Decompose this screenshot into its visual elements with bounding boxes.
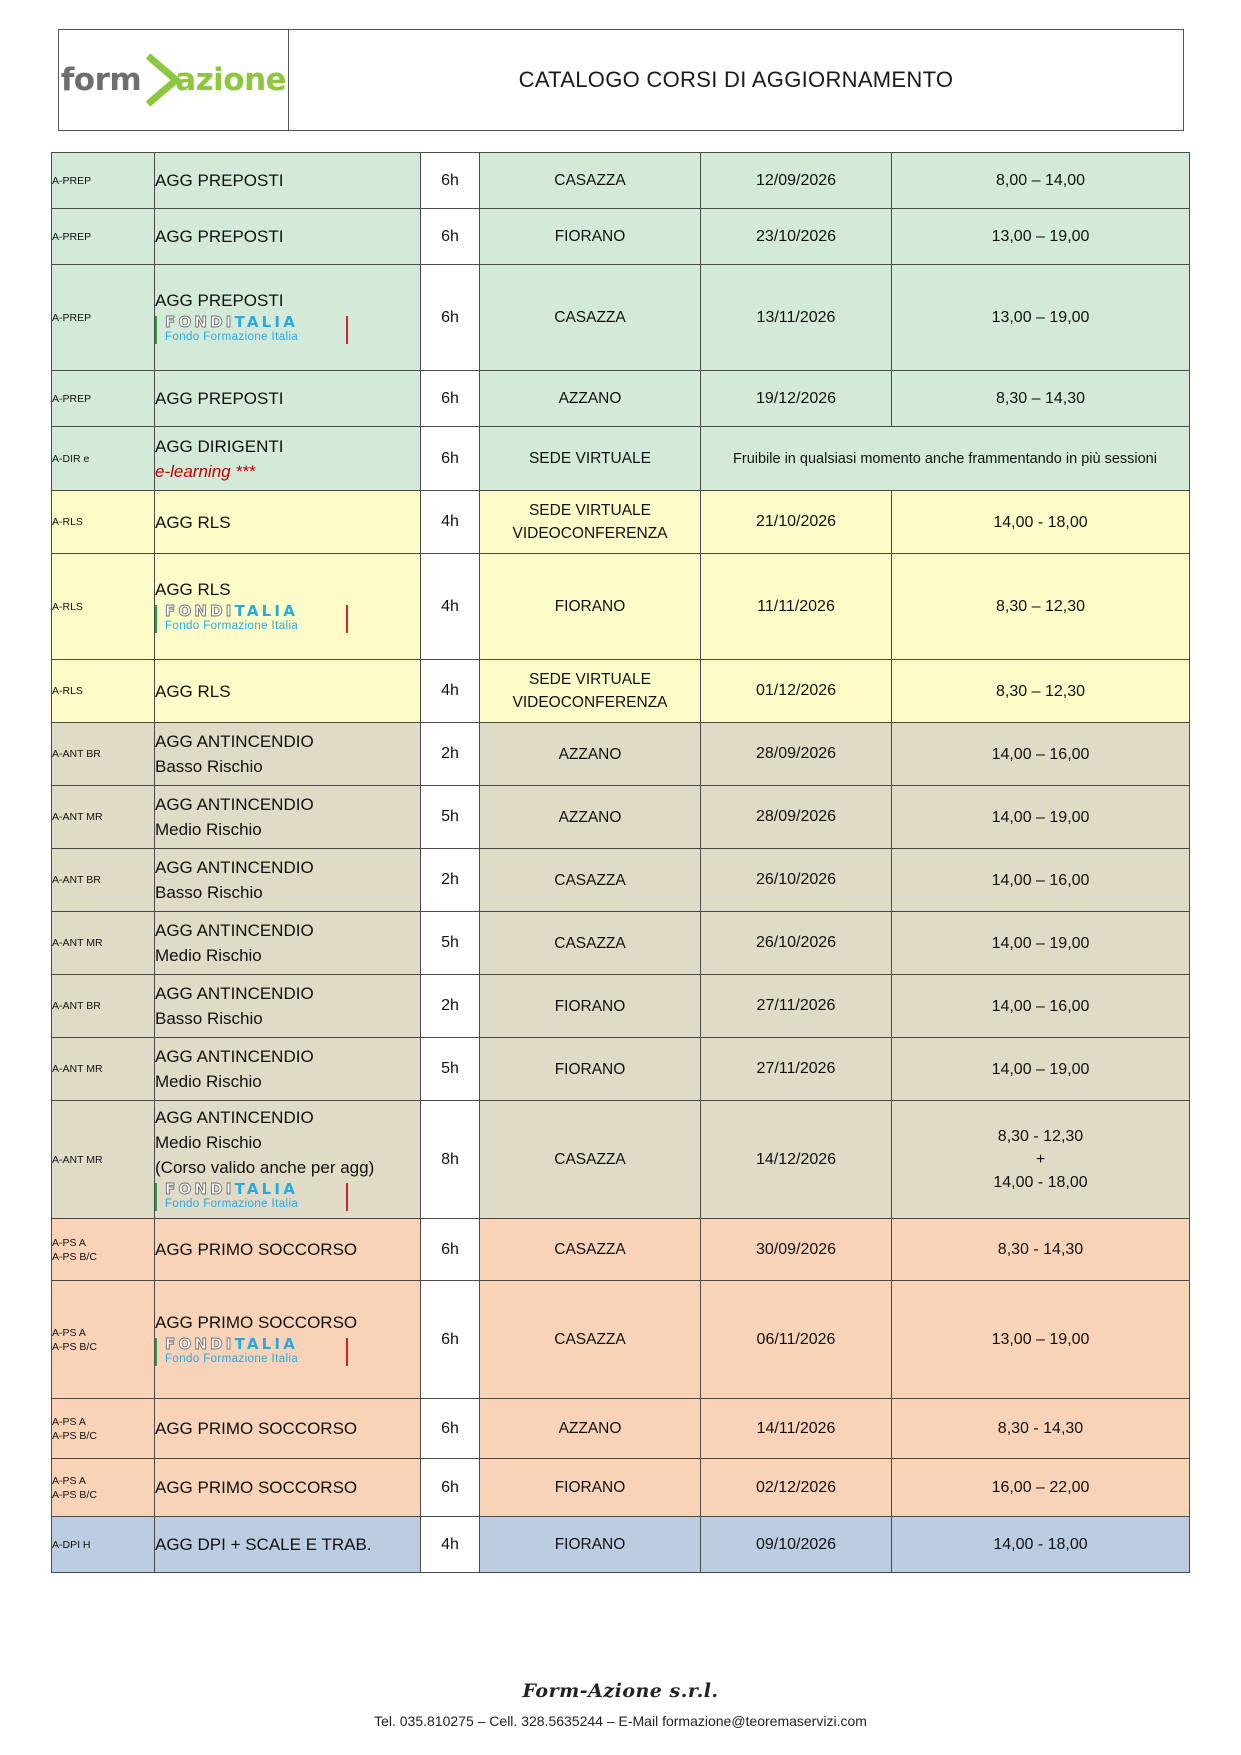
course-time: 13,00 – 19,00 [991, 228, 1090, 245]
fonditalia-wordmark [165, 603, 298, 620]
course-date: 02/12/2026 [701, 1459, 892, 1517]
course-date: 06/11/2026 [701, 1281, 892, 1399]
course-location-cell [480, 1038, 701, 1101]
course-duration: 6h [421, 371, 480, 427]
course-availability-note: Fruibile in qualsiasi momento anche frammentando in più sessioni [701, 427, 1190, 491]
course-code-cell [52, 491, 155, 554]
course-time: 14,00 - 18,00 [993, 1536, 1088, 1553]
course-row [52, 975, 1190, 1038]
fonditalia-badge [155, 1181, 348, 1213]
course-location-mode: VIDEOCONFERENZA [512, 694, 668, 711]
course-code-cell [52, 1101, 155, 1219]
course-time-cell [892, 371, 1190, 427]
fonditalia-bar-red [346, 605, 348, 633]
fonditalia-bar-red [346, 1183, 348, 1211]
course-time-separator: + [1035, 1151, 1046, 1168]
course-name-cell [155, 1399, 421, 1459]
course-code: A-PREP [52, 392, 92, 405]
course-location: AZZANO [558, 390, 622, 407]
course-duration: 5h [421, 912, 480, 975]
fonditalia-bar-green [155, 1183, 157, 1211]
course-code: A-ANT MR [52, 937, 103, 949]
course-location: CASAZZA [554, 871, 626, 889]
course-code-cell [52, 153, 155, 209]
course-code-cell [52, 209, 155, 265]
course-time-cell [892, 1459, 1190, 1517]
course-name-cell [155, 912, 421, 975]
course-row [52, 1038, 1190, 1101]
course-row [52, 1517, 1190, 1573]
fonditalia-badge [155, 603, 348, 635]
course-time: 8,30 – 14,30 [996, 390, 1085, 407]
course-location: CASAZZA [554, 934, 626, 952]
course-row [52, 1219, 1190, 1281]
course-code: A-RLS [52, 600, 83, 613]
course-time: 8,30 – 12,30 [996, 598, 1085, 615]
course-code: A-RLS [52, 685, 83, 697]
course-name: AGG ANTINCENDIO [155, 1047, 314, 1066]
course-code-cell [52, 975, 155, 1038]
course-location: FIORANO [554, 228, 626, 245]
footer-company-name: Form-Azione s.r.l. [522, 1680, 719, 1702]
course-code-secondary: A-PS B/C [52, 1429, 97, 1442]
course-risk-level: Medio Rischio [155, 1072, 262, 1091]
course-code: A-PS A [52, 1474, 86, 1487]
course-date: 19/12/2026 [701, 371, 892, 427]
course-code: A-ANT MR [52, 1153, 103, 1166]
course-code: A-DPI H [52, 1538, 91, 1551]
fonditalia-brand-b: TALIA [234, 312, 299, 331]
fonditalia-bar-green [155, 605, 157, 633]
course-row [52, 153, 1190, 209]
course-name-cell [155, 786, 421, 849]
course-location: CASAZZA [554, 1151, 626, 1168]
course-row [52, 554, 1190, 660]
course-name: AGG RLS [155, 579, 231, 599]
course-name-cell [155, 153, 421, 209]
course-code: A-PS A [52, 1326, 86, 1339]
course-time: 14,00 – 16,00 [991, 997, 1090, 1015]
formazione-logo [60, 61, 287, 98]
course-name: AGG ANTINCENDIO [155, 732, 314, 751]
course-date: 28/09/2026 [701, 723, 892, 786]
course-row [52, 786, 1190, 849]
course-code: A-ANT BR [52, 748, 101, 760]
course-name: AGG ANTINCENDIO [155, 1107, 314, 1127]
course-date: 26/10/2026 [701, 849, 892, 912]
course-location-cell [480, 975, 701, 1038]
course-row [52, 265, 1190, 371]
course-location-cell [480, 554, 701, 660]
course-time-cell [892, 975, 1190, 1038]
course-location-cell [480, 1281, 701, 1399]
course-name: AGG PRIMO SOCCORSO [155, 1419, 358, 1438]
course-name-cell [155, 660, 421, 723]
course-name: AGG PREPOSTI [155, 290, 284, 310]
course-code-cell [52, 265, 155, 371]
course-date: 14/12/2026 [701, 1101, 892, 1219]
course-time: 8,30 - 14,30 [997, 1241, 1084, 1258]
course-name: AGG PREPOSTI [155, 171, 284, 190]
course-code-secondary: A-PS B/C [52, 1340, 97, 1353]
course-time-cell [892, 849, 1190, 912]
course-name: AGG ANTINCENDIO [155, 984, 314, 1003]
course-date: 28/09/2026 [701, 786, 892, 849]
course-date: 23/10/2026 [701, 209, 892, 265]
course-date: 26/10/2026 [701, 912, 892, 975]
course-time: 16,00 – 22,00 [991, 1479, 1090, 1496]
course-duration: 8h [421, 1101, 480, 1219]
course-row [52, 849, 1190, 912]
course-time-cell [892, 660, 1190, 723]
course-time-cell [892, 1219, 1190, 1281]
course-duration: 5h [421, 1038, 480, 1101]
course-code-cell [52, 427, 155, 491]
logo-chevron-icon [144, 52, 184, 108]
course-date: 14/11/2026 [701, 1399, 892, 1459]
course-location-cell [480, 1459, 701, 1517]
course-duration: 2h [421, 975, 480, 1038]
fonditalia-brand-b: TALIA [234, 601, 299, 620]
course-note: (Corso valido anche per agg) [155, 1157, 375, 1177]
course-code-cell [52, 1219, 155, 1281]
course-location-cell [480, 427, 701, 491]
course-time-cell [892, 554, 1190, 660]
course-row [52, 1399, 1190, 1459]
course-code: A-PREP [52, 174, 92, 187]
fonditalia-wordmark [165, 314, 298, 331]
course-time: 8,30 - 14,30 [997, 1420, 1084, 1437]
fonditalia-brand-a: FONDI [165, 1179, 235, 1198]
course-duration: 6h [421, 265, 480, 371]
course-time: 13,00 – 19,00 [991, 1331, 1090, 1348]
fonditalia-wordmark [165, 1181, 298, 1198]
course-name: AGG ANTINCENDIO [155, 795, 314, 814]
course-time-cell [892, 209, 1190, 265]
course-duration: 2h [421, 849, 480, 912]
course-name: AGG DIRIGENTI [155, 436, 284, 456]
fonditalia-bar-green [155, 1338, 157, 1366]
fonditalia-brand-a: FONDI [165, 312, 235, 331]
course-date: 12/09/2026 [701, 153, 892, 209]
course-risk-level: Basso Rischio [155, 883, 263, 902]
course-code: A-ANT MR [52, 1063, 103, 1075]
course-code: A-PS A [52, 1236, 86, 1249]
course-location-cell [480, 912, 701, 975]
course-duration: 6h [421, 1281, 480, 1399]
course-time: 13,00 – 19,00 [991, 309, 1090, 326]
course-mode-elearning: e-learning *** [155, 461, 256, 481]
fonditalia-brand-a: FONDI [165, 1334, 235, 1353]
course-time-cell [892, 1101, 1190, 1219]
course-row [52, 209, 1190, 265]
course-name-cell [155, 554, 421, 660]
course-name-cell [155, 209, 421, 265]
course-name-cell [155, 723, 421, 786]
course-code-cell [52, 912, 155, 975]
course-location-cell [480, 660, 701, 723]
course-code: A-PS A [52, 1415, 86, 1428]
course-location: AZZANO [558, 1420, 622, 1437]
course-name-cell [155, 1219, 421, 1281]
course-code-cell [52, 786, 155, 849]
fonditalia-subtitle: Fondo Formazione Italia [165, 330, 299, 343]
course-name-cell [155, 371, 421, 427]
fonditalia-brand-a: FONDI [165, 601, 235, 620]
course-row [52, 371, 1190, 427]
course-row [52, 427, 1190, 491]
course-location: FIORANO [554, 997, 626, 1015]
course-code-cell [52, 1281, 155, 1399]
logo-text-azione: azione [175, 61, 287, 98]
course-duration: 6h [421, 1459, 480, 1517]
course-risk-level: Medio Rischio [155, 1132, 262, 1152]
fonditalia-bar-red [346, 1338, 348, 1366]
course-date: 09/10/2026 [701, 1517, 892, 1573]
course-time: 14,00 – 16,00 [991, 871, 1090, 889]
course-code: A-ANT BR [52, 874, 101, 886]
document-header [58, 29, 1184, 131]
course-time-cell [892, 786, 1190, 849]
course-name: AGG ANTINCENDIO [155, 921, 314, 940]
course-name-cell [155, 491, 421, 554]
course-code: A-DIR e [52, 452, 90, 465]
course-location-cell [480, 1101, 701, 1219]
course-date: 01/12/2026 [701, 660, 892, 723]
course-location-cell [480, 786, 701, 849]
course-code-cell [52, 1517, 155, 1573]
course-location-cell [480, 849, 701, 912]
fonditalia-badge [155, 314, 348, 346]
course-date: 21/10/2026 [701, 491, 892, 554]
course-duration: 4h [421, 491, 480, 554]
course-time-cell [892, 1281, 1190, 1399]
course-risk-level: Medio Rischio [155, 946, 262, 965]
course-name-cell [155, 265, 421, 371]
fonditalia-brand-b: TALIA [234, 1334, 299, 1353]
course-location-cell [480, 265, 701, 371]
fonditalia-bar-green [155, 316, 157, 344]
course-code: A-RLS [52, 516, 83, 528]
course-code-cell [52, 371, 155, 427]
course-name: AGG DPI + SCALE E TRAB. [155, 1535, 372, 1554]
course-code-cell [52, 1459, 155, 1517]
course-code: A-PREP [52, 230, 92, 243]
course-time-cell [892, 1399, 1190, 1459]
course-code-cell [52, 1038, 155, 1101]
course-row [52, 1459, 1190, 1517]
course-time: 8,30 - 12,30 [997, 1128, 1084, 1145]
course-duration: 6h [421, 1399, 480, 1459]
course-name: AGG PRIMO SOCCORSO [155, 1478, 358, 1497]
course-duration: 6h [421, 427, 480, 491]
course-duration: 5h [421, 786, 480, 849]
course-location: FIORANO [554, 598, 626, 615]
course-date: 27/11/2026 [701, 1038, 892, 1101]
course-name-cell [155, 1459, 421, 1517]
course-location: FIORANO [554, 1536, 626, 1553]
course-location: CASAZZA [554, 172, 626, 189]
course-location-cell [480, 371, 701, 427]
course-duration: 6h [421, 209, 480, 265]
course-time-cell [892, 912, 1190, 975]
course-name-cell [155, 849, 421, 912]
course-code: A-ANT BR [52, 1000, 101, 1012]
course-time: 14,00 – 19,00 [991, 1060, 1090, 1078]
course-name-cell [155, 1038, 421, 1101]
fonditalia-bar-red [346, 316, 348, 344]
course-location: SEDE VIRTUALE [528, 450, 652, 467]
logo-text-form: form [60, 61, 142, 98]
course-date: 30/09/2026 [701, 1219, 892, 1281]
course-location-cell [480, 723, 701, 786]
course-name: AGG PREPOSTI [155, 227, 284, 246]
course-time-cell [892, 1038, 1190, 1101]
course-row [52, 912, 1190, 975]
course-name: AGG PREPOSTI [155, 389, 284, 408]
course-location: SEDE VIRTUALE [528, 502, 652, 519]
course-location: CASAZZA [554, 309, 626, 326]
course-code-cell [52, 1399, 155, 1459]
course-time-cell [892, 153, 1190, 209]
course-duration: 4h [421, 660, 480, 723]
fonditalia-subtitle: Fondo Formazione Italia [165, 1197, 299, 1210]
course-location: AZZANO [558, 745, 622, 763]
course-time-cell [892, 491, 1190, 554]
course-location-cell [480, 491, 701, 554]
course-time-cell [892, 265, 1190, 371]
course-date: 13/11/2026 [701, 265, 892, 371]
course-code: A-ANT MR [52, 811, 103, 823]
course-location-cell [480, 1399, 701, 1459]
course-date: 11/11/2026 [701, 554, 892, 660]
course-name-cell [155, 1517, 421, 1573]
course-location: FIORANO [554, 1479, 626, 1496]
courses-table [51, 152, 1190, 1573]
course-row [52, 491, 1190, 554]
course-name-cell [155, 975, 421, 1038]
course-row [52, 1281, 1190, 1399]
logo-cell [59, 30, 289, 130]
course-time: 8,00 – 14,00 [996, 172, 1085, 189]
course-name-cell [155, 1281, 421, 1399]
course-location: SEDE VIRTUALE [528, 671, 652, 688]
course-duration: 6h [421, 153, 480, 209]
course-location-cell [480, 1219, 701, 1281]
course-code-cell [52, 849, 155, 912]
fonditalia-brand-b: TALIA [234, 1179, 299, 1198]
course-location: CASAZZA [554, 1331, 626, 1348]
course-row [52, 723, 1190, 786]
course-risk-level: Basso Rischio [155, 757, 263, 776]
course-risk-level: Basso Rischio [155, 1009, 263, 1028]
course-time: 14,00 – 19,00 [991, 934, 1090, 952]
course-row [52, 660, 1190, 723]
course-code-cell [52, 723, 155, 786]
course-code-secondary: A-PS B/C [52, 1250, 97, 1263]
course-duration: 6h [421, 1219, 480, 1281]
course-name: AGG RLS [155, 681, 231, 701]
course-row [52, 1101, 1190, 1219]
course-location: FIORANO [554, 1060, 626, 1078]
course-duration: 4h [421, 554, 480, 660]
course-time-cell [892, 723, 1190, 786]
course-time: 8,30 – 12,30 [996, 682, 1085, 700]
catalog-title: CATALOGO CORSI DI AGGIORNAMENTO [518, 67, 954, 92]
course-location-cell [480, 209, 701, 265]
fonditalia-subtitle: Fondo Formazione Italia [165, 1352, 299, 1365]
course-location-cell [480, 153, 701, 209]
fonditalia-wordmark [165, 1336, 298, 1353]
footer-contacts: Tel. 035.810275 – Cell. 328.5635244 – E-Mail formazione@teoremaservizi.com [374, 1713, 867, 1729]
course-time: 14,00 – 19,00 [991, 808, 1090, 826]
fonditalia-subtitle: Fondo Formazione Italia [165, 619, 299, 632]
course-location: CASAZZA [554, 1241, 626, 1258]
course-time: 14,00 – 16,00 [991, 745, 1090, 763]
course-risk-level: Medio Rischio [155, 820, 262, 839]
course-duration: 4h [421, 1517, 480, 1573]
course-name: AGG RLS [155, 512, 231, 532]
course-code: A-PREP [52, 311, 92, 324]
course-time: 14,00 - 18,00 [993, 513, 1088, 531]
course-date: 27/11/2026 [701, 975, 892, 1038]
course-name: AGG ANTINCENDIO [155, 858, 314, 877]
course-time-cell [892, 1517, 1190, 1573]
course-location: AZZANO [558, 808, 622, 826]
course-name-cell [155, 1101, 421, 1219]
course-name: AGG PRIMO SOCCORSO [155, 1240, 358, 1259]
course-code-secondary: A-PS B/C [52, 1488, 97, 1501]
course-location-cell [480, 1517, 701, 1573]
course-code-cell [52, 554, 155, 660]
course-time-second: 14,00 - 18,00 [993, 1174, 1088, 1191]
course-location-mode: VIDEOCONFERENZA [512, 525, 668, 542]
course-name-cell [155, 427, 421, 491]
fonditalia-badge [155, 1336, 348, 1368]
course-code-cell [52, 660, 155, 723]
course-name: AGG PRIMO SOCCORSO [155, 1312, 358, 1332]
course-duration: 2h [421, 723, 480, 786]
